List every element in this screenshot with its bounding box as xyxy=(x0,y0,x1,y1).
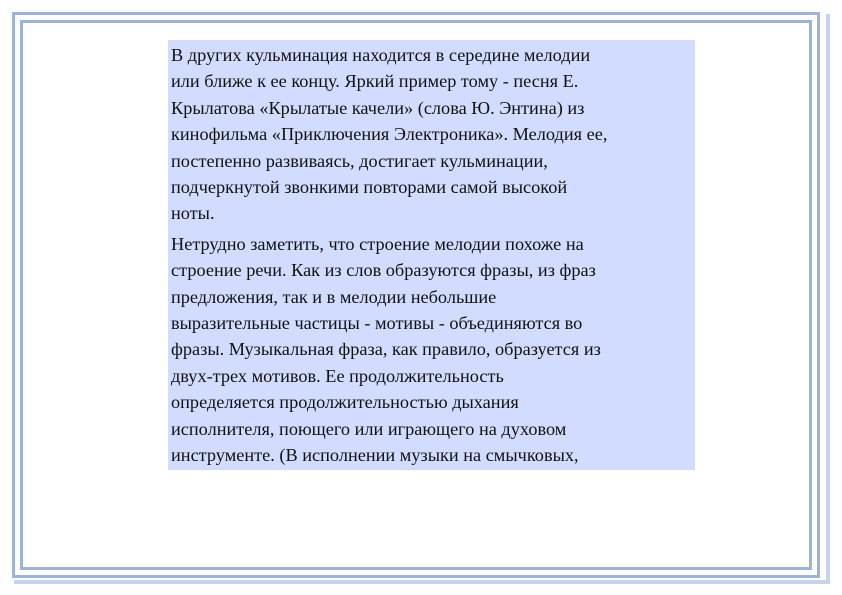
frame-shadow-right xyxy=(826,14,830,584)
text-line: ноты. xyxy=(171,203,215,224)
text-box[interactable] xyxy=(168,40,695,470)
text-line: строение речи. Как из слов образуются фразы, из фраз xyxy=(171,260,596,281)
text-line: инструменте. (В исполнении музыки на смычковых, xyxy=(171,445,579,466)
text-line: фразы. Музыкальная фраза, как правило, образуется из xyxy=(171,339,601,360)
text-line: В других кульминация находится в середине мелодии xyxy=(171,45,591,65)
text-line: Крылатова «Крылатые качели» (слова Ю. Энтина) из xyxy=(171,97,585,118)
text-line: определяется продолжительностью дыхания xyxy=(171,392,519,413)
text-line: постепенно развиваясь, достигает кульминации, xyxy=(171,150,548,171)
text-line: кинофильма «Приключения Электроника». Мелодия ее, xyxy=(171,124,608,145)
text-line: исполнителя, поющего или играющего на духовом xyxy=(171,418,567,439)
text-line: или ближе к ее концу. Яркий пример тому - песня Е. xyxy=(171,71,579,92)
text-line: Нетрудно заметить, что строение мелодии похоже на xyxy=(171,233,584,254)
text-line: предложения, так и в мелодии небольшие xyxy=(171,286,497,307)
text-line: подчеркнутой звонкими повторами самой высокой xyxy=(171,177,568,198)
text-line: выразительные частицы - мотивы - объединяются во xyxy=(171,313,583,334)
paragraph-2 xyxy=(171,231,693,469)
paragraph-1 xyxy=(171,42,693,227)
text-line: двух-трех мотивов. Ее продолжительность xyxy=(171,365,504,386)
frame-shadow-bottom xyxy=(14,580,830,584)
